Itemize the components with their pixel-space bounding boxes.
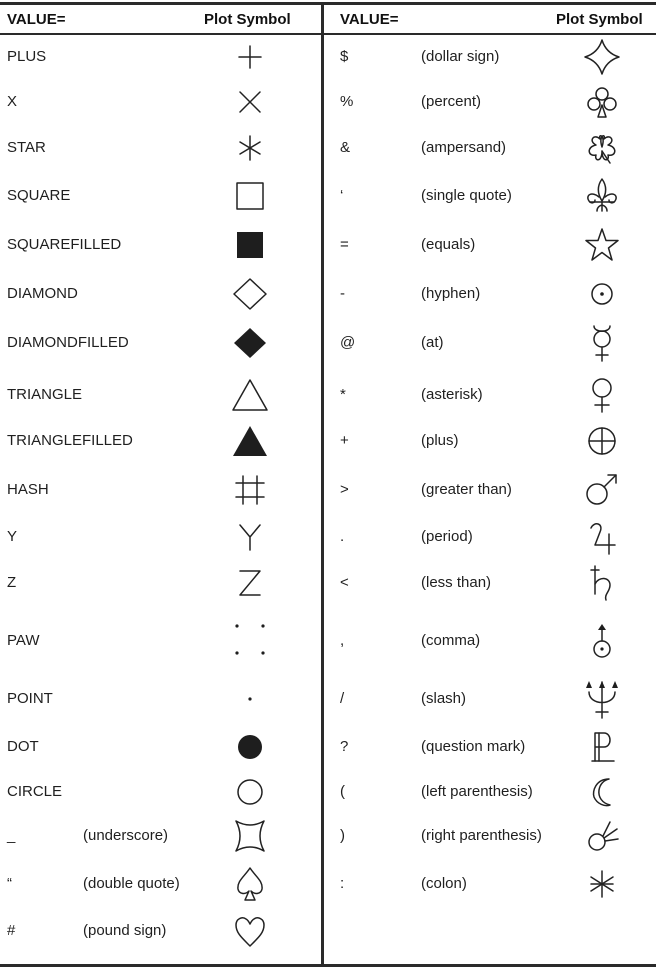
right-symbol-row — [0, 475, 656, 505]
value-code: * — [340, 386, 346, 403]
value-code: ? — [340, 738, 349, 755]
value-code: DIAMONDFILLED — [7, 334, 129, 351]
six-point-asterisk-icon — [580, 863, 624, 905]
value-description: (plus) — [421, 432, 459, 449]
value-code: & — [340, 139, 351, 156]
value-description: (period) — [421, 528, 473, 545]
right-symbol-row — [0, 133, 656, 163]
right-value-header: VALUE= — [340, 11, 399, 28]
left-symbol-row — [0, 916, 656, 946]
value-code: TRIANGLEFILLED — [7, 432, 133, 449]
right-symbol-row — [0, 181, 656, 211]
value-code: ( — [340, 783, 345, 800]
value-description: (left parenthesis) — [421, 783, 533, 800]
value-description: (right parenthesis) — [421, 827, 542, 844]
jupiter-icon — [580, 516, 624, 558]
value-description: (at) — [421, 334, 444, 351]
right-symbol-row — [0, 626, 656, 656]
neptune-icon — [580, 678, 624, 720]
bottom-border — [0, 964, 656, 967]
uranus-icon — [580, 620, 624, 662]
right-symbol-row — [0, 821, 656, 851]
value-code: CIRCLE — [7, 783, 63, 800]
value-description: (dollar sign) — [421, 48, 500, 65]
value-description: (comma) — [421, 632, 481, 649]
value-code: Y — [7, 528, 18, 545]
fleur-de-lis-icon — [580, 175, 624, 217]
value-code: % — [340, 93, 354, 110]
value-description: (double quote) — [83, 875, 180, 892]
saturn-icon — [580, 562, 624, 604]
right-symbol-row — [0, 732, 656, 762]
value-code: STAR — [7, 139, 46, 156]
value-description: (greater than) — [421, 481, 512, 498]
value-code: SQUARE — [7, 187, 71, 204]
value-description: (less than) — [421, 574, 492, 591]
header-underline — [0, 33, 656, 35]
left-value-header: VALUE= — [7, 11, 66, 28]
value-code: , — [340, 632, 345, 649]
earth-icon — [580, 420, 624, 462]
value-description: (question mark) — [421, 738, 526, 755]
value-code: _ — [7, 827, 16, 844]
value-description: (single quote) — [421, 187, 512, 204]
right-symbol-row — [0, 777, 656, 807]
value-code: # — [7, 922, 16, 939]
value-description: (hyphen) — [421, 285, 481, 302]
right-symbol-row — [0, 426, 656, 456]
value-code: X — [7, 93, 18, 110]
value-description: (underscore) — [83, 827, 169, 844]
value-code: ) — [340, 827, 345, 844]
value-code: $ — [340, 48, 349, 65]
club-icon — [580, 81, 624, 123]
comet-icon — [580, 815, 624, 857]
value-code: - — [340, 285, 345, 302]
value-description: (equals) — [421, 236, 476, 253]
value-code: HASH — [7, 481, 49, 498]
value-description: (ampersand) — [421, 139, 507, 156]
venus-icon — [580, 374, 624, 416]
right-symbol-row — [0, 42, 656, 72]
right-symbol-row — [0, 380, 656, 410]
right-symbol-row — [0, 230, 656, 260]
mercury-icon — [580, 322, 624, 364]
value-code: PAW — [7, 632, 40, 649]
value-code: . — [340, 528, 345, 545]
pluto-icon — [580, 726, 624, 768]
value-code: > — [340, 481, 349, 498]
value-code: DOT — [7, 738, 39, 755]
mars-icon — [580, 469, 624, 511]
value-code: DIAMOND — [7, 285, 78, 302]
value-description: (asterisk) — [421, 386, 483, 403]
value-description: (slash) — [421, 690, 467, 707]
right-symbol-header: Plot Symbol — [556, 11, 643, 28]
right-symbol-row — [0, 87, 656, 117]
value-code: “ — [7, 875, 12, 892]
right-symbol-row — [0, 279, 656, 309]
value-code: @ — [340, 334, 356, 351]
value-description: (pound sign) — [83, 922, 167, 939]
value-description: (percent) — [421, 93, 482, 110]
right-symbol-row — [0, 328, 656, 358]
value-code: < — [340, 574, 349, 591]
value-code: Z — [7, 574, 17, 591]
value-code: PLUS — [7, 48, 47, 65]
value-code: SQUAREFILLED — [7, 236, 122, 253]
right-symbol-row — [0, 684, 656, 714]
value-code: = — [340, 236, 349, 253]
moon-icon — [580, 771, 624, 813]
sun-icon — [580, 273, 624, 315]
curved-diamond-icon — [580, 36, 624, 78]
heart-icon — [228, 910, 272, 952]
value-code: + — [340, 432, 349, 449]
value-code: TRIANGLE — [7, 386, 83, 403]
left-symbol-header: Plot Symbol — [204, 11, 291, 28]
right-symbol-row — [0, 869, 656, 899]
value-code: ‘ — [340, 187, 344, 204]
right-symbol-row — [0, 522, 656, 552]
value-description: (colon) — [421, 875, 467, 892]
right-symbol-row — [0, 568, 656, 598]
value-code: : — [340, 875, 345, 892]
value-code: / — [340, 690, 345, 707]
shamrock-icon — [580, 127, 624, 169]
top-border — [0, 2, 656, 5]
star-outline-icon — [580, 224, 624, 266]
value-code: POINT — [7, 690, 53, 707]
